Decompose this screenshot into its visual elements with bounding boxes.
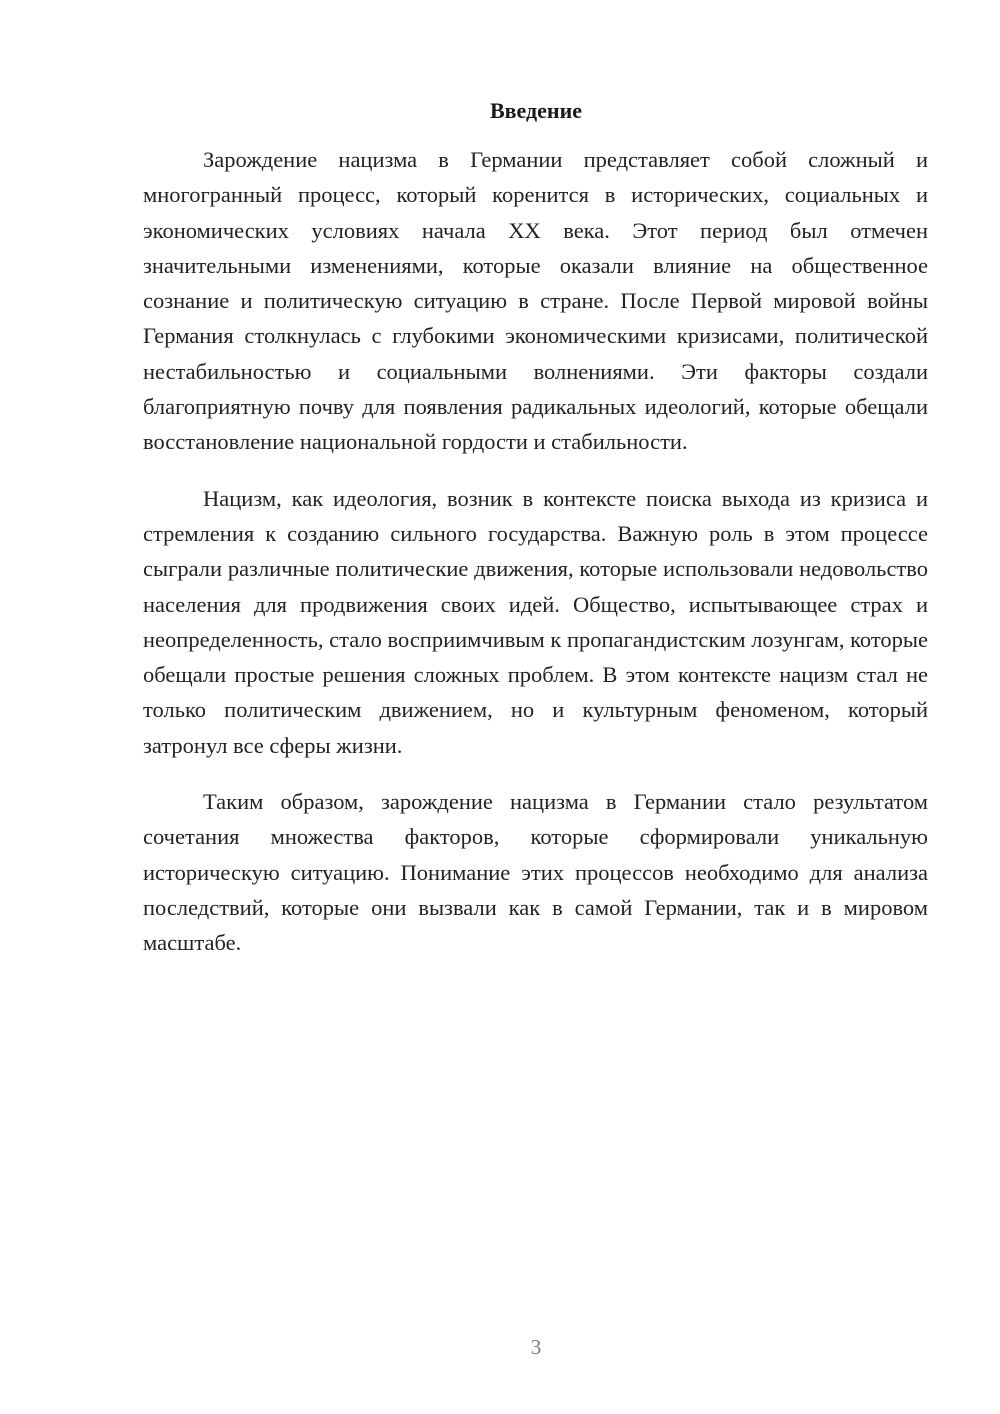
paragraph: Зарождение нацизма в Германии представляет собой сложный и многогранный процесс, который коренится в исторических, социальных и экономических условиях начала XX века. Этот период был отмечен значительными изменениями, которые оказали влияние на общественное сознание и политическую ситуацию в стране. После Первой мировой войны Германия столкнулась с глубокими экономическими кризисами, политической нестабильностью и социальными волнениями. Эти факторы создали благоприятную почву для появления радикальных идеологий, которые обещали восстановление национальной гордости и стабильности. <box>143 147 928 455</box>
paragraph: Нацизм, как идеология, возник в контексте поиска выхода из кризиса и стремления к созданию сильного государства. Важную роль в этом процессе сыграли различные политические движения, которые использовали недовольство населения для продвижения своих идей. Общество, испытывающее страх и неопределенность, стало восприимчивым к пропагандистским лозунгам, которые обещали простые решения сложных проблем. В этом контексте нацизм стал не только политическим движением, но и культурным феноменом, который затронул все сферы жизни. <box>143 485 928 758</box>
paragraph: Таким образом, зарождение нацизма в Германии стало результатом сочетания множества факторов, которые сформировали уникальную историческую ситуацию. Понимание этих процессов необходимо для анализа последствий, которые они вызвали как в самой Германии, так и в мировом масштабе. <box>143 789 928 956</box>
page-number: 3 <box>530 1335 542 1359</box>
section-heading: Введение <box>489 98 583 123</box>
document-body <box>143 142 928 961</box>
